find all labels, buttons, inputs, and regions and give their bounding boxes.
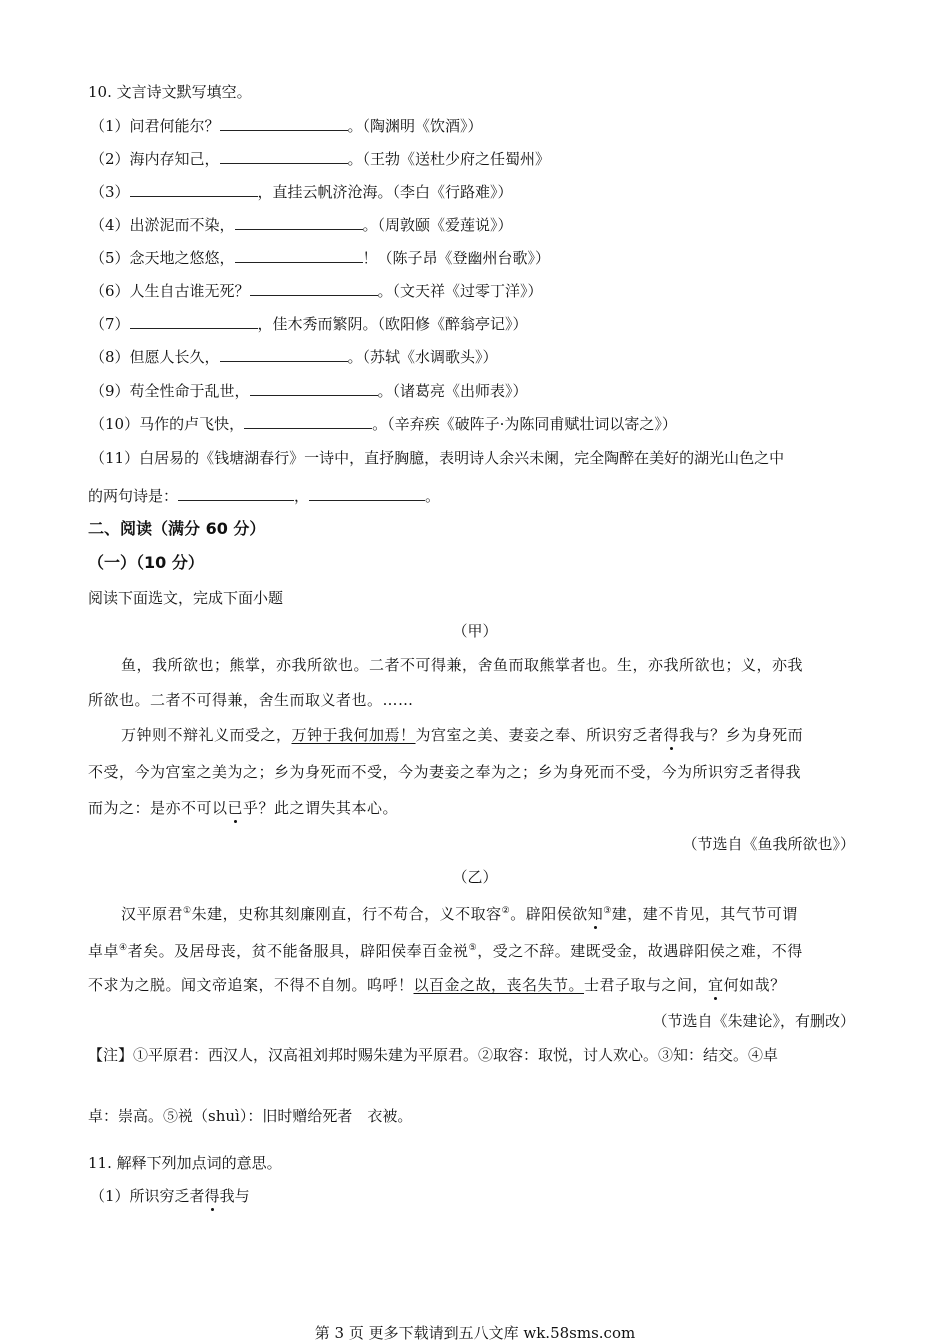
jia-p2-l3-b: 乎？此之谓失其本心。: [243, 799, 399, 817]
q10-item-1-post: 。（陶渊明《饮酒》）: [347, 117, 483, 135]
q10-item-10: [90, 414, 677, 434]
footnote-ref-4: ④: [119, 943, 128, 953]
q10-item-11-pre: 的两句诗是：: [88, 487, 179, 505]
jia-p1-line1: 鱼，我所欲也；熊掌，亦我所欲也。二者不可得兼，舍鱼而取熊掌者也。生，亦我所欲也；义，亦我: [121, 656, 804, 674]
section-heading: 二、阅读（满分 60 分）: [88, 519, 266, 538]
q10-item-8: [90, 347, 498, 367]
jia-p2-line2: 不受，今为宫室之美为之；乡为身死而不受，今为妻妾之奉为之；乡为身死而不受，今为所识穷乏者得我: [88, 763, 802, 781]
yi-l3-b: 士君子取与之间，: [584, 976, 709, 994]
answer-blank-1[interactable]: [220, 116, 348, 131]
q10-item-1: [90, 116, 483, 136]
answer-blank-10[interactable]: [244, 414, 372, 429]
jia-p2-text-a: 万钟则不辩礼义而受之，: [121, 726, 292, 744]
jia-source: （节选自《鱼我所欲也》）: [682, 835, 855, 853]
answer-blank-2[interactable]: [220, 149, 348, 164]
q10-item-3: [90, 182, 513, 202]
q10-item-11-line2: [88, 486, 440, 506]
q10-item-2-pre: （2）海内存知己，: [90, 150, 220, 168]
q10-item-10-pre: （10）马作的卢飞快，: [90, 415, 245, 433]
dotted-word-de-q11: 得: [204, 1187, 220, 1205]
q11-title: 11. 解释下列加点词的意思。: [88, 1154, 282, 1172]
q10-item-5-pre: （5）念天地之悠悠，: [90, 249, 235, 267]
answer-blank-6[interactable]: [250, 281, 378, 296]
q10-item-4-pre: （4）出淤泥而不染，: [90, 216, 235, 234]
page-footer: 第 3 页 更多下载请到五八文库 wk.58sms.com: [314, 1324, 636, 1342]
passage-jia-label: （甲）: [452, 622, 498, 640]
answer-blank-4[interactable]: [235, 215, 363, 230]
q10-item-3-post: ，直挂云帆济沧海。（李白《行路难》）: [257, 183, 513, 201]
q10-item-9: [90, 381, 528, 401]
jia-p2-line3: [88, 798, 398, 818]
q10-item-8-pre: （8）但愿人长久，: [90, 348, 220, 366]
q10-item-6-post: 。（文天祥《过零丁洋》）: [377, 282, 543, 300]
answer-blank-3[interactable]: [130, 182, 258, 197]
yi-l1-a: 汉平原君: [121, 905, 184, 923]
dotted-word-yi: 已: [227, 799, 244, 817]
jia-p1-line2: 所欲也。二者不可得兼，舍生而取义者也。……: [88, 691, 414, 709]
dotted-word-zhi: 知: [587, 905, 604, 923]
jia-p2-line1: [121, 725, 803, 745]
q10-item-7: [90, 314, 528, 334]
notes-line2: 卓：崇高。⑤祱（shuì）：旧时赠给死者 衣被。: [88, 1107, 413, 1125]
q10-item-4-post: 。（周敦颐《爱莲说》）: [362, 216, 513, 234]
notes-line1: 【注】①平原君：西汉人，汉高祖刘邦时赐朱建为平原君。②取容：取悦，讨人欢心。③知：结交。④卓: [88, 1046, 779, 1064]
yi-l1-b: 朱建，史称其刻廉刚直，行不苟合，义不取容: [191, 905, 502, 923]
q10-item-6-pre: （6）人生自古谁无死？: [90, 282, 250, 300]
dotted-word-de: 得: [663, 726, 680, 744]
q10-item-2: [90, 149, 550, 169]
answer-blank-11b[interactable]: [309, 486, 425, 501]
q10-item-1-pre: （1）问君何能尔？: [90, 117, 220, 135]
yi-l2-c: ，受之不辞。建既受金，故遇辟阳侯之难，不得: [477, 942, 803, 960]
q10-item-5-post: ！（陈子昂《登幽州台歌》）: [362, 249, 551, 267]
q10-item-11-line1: （11）白居易的《钱塘湖春行》一诗中，直抒胸臆，表明诗人余兴未阑，完全陶醉在美好的湖光山色之中: [90, 449, 785, 467]
q10-item-7-pre: （7）: [90, 315, 130, 333]
q10-item-8-post: 。（苏轼《水调歌头》）: [347, 348, 498, 366]
underlined-sentence-jia: 万钟于我何加焉！: [291, 726, 416, 744]
q11-item-1: [90, 1186, 250, 1206]
q10-item-7-post: ，佳木秀而繁阴。（欧阳修《醉翁亭记》）: [257, 315, 528, 333]
yi-source: （节选自《朱建论》，有删改）: [652, 1012, 855, 1030]
answer-blank-7[interactable]: [130, 314, 258, 329]
q10-item-6: [90, 281, 543, 301]
jia-p2-text-c: 我与？乡为身死而: [679, 726, 804, 744]
reading-instruction: 阅读下面选文，完成下面小题: [88, 589, 284, 607]
yi-l1-c: 。辟阳侯欲: [510, 905, 588, 923]
q11-item-1-post: 我与: [219, 1187, 250, 1205]
yi-line2: [88, 938, 803, 961]
dotted-word-yi2: 宜: [708, 976, 724, 994]
q10-item-11-post: 。: [425, 487, 441, 505]
q10-title: 10. 文言诗文默写填空。: [88, 83, 252, 101]
answer-blank-11a[interactable]: [178, 486, 294, 501]
passage-yi-label: （乙）: [452, 868, 498, 886]
yi-line1: [121, 901, 798, 924]
q10-item-10-post: 。（辛弃疾《破阵子·为陈同甫赋壮词以寄之》）: [372, 415, 677, 433]
yi-l3-a: 不求为之脱。闻文帝追案，不得不自刎。呜呼！: [88, 976, 414, 994]
underlined-sentence-yi: 以百金之故，丧名失节。: [413, 976, 585, 994]
q10-item-2-post: 。（王勃《送杜少府之任蜀州》: [347, 150, 551, 168]
yi-l2-a: 卓卓: [88, 942, 120, 960]
footnote-ref-5: ⑤: [468, 943, 478, 953]
jia-p2-l3-a: 而为之：是亦不可以: [88, 799, 228, 817]
yi-line3: [88, 975, 786, 995]
footnote-ref-3: ③: [603, 906, 612, 916]
q10-item-11-mid: ，: [294, 487, 310, 505]
q11-item-1-pre: （1）所识穷乏者: [90, 1187, 205, 1205]
q10-item-5: [90, 248, 550, 268]
jia-p2-text-b: 为宫室之美、妻妾之奉、所识穷乏者: [415, 726, 664, 744]
yi-l2-b: 者矣。及居母丧，贫不能备服具，辟阳侯奉百金祱: [127, 942, 469, 960]
q10-item-4: [90, 215, 513, 235]
yi-l1-d: 建，建不肯见，其气节可谓: [611, 905, 798, 923]
footnote-ref-2: ②: [501, 906, 511, 916]
answer-blank-9[interactable]: [250, 381, 378, 396]
q10-item-3-pre: （3）: [90, 183, 130, 201]
footnote-ref-1: ①: [183, 906, 192, 916]
q10-item-9-post: 。（诸葛亮《出师表》）: [377, 382, 528, 400]
q10-item-9-pre: （9）苟全性命于乱世，: [90, 382, 250, 400]
yi-l3-c: 何如哉？: [723, 976, 786, 994]
answer-blank-5[interactable]: [235, 248, 363, 263]
answer-blank-8[interactable]: [220, 347, 348, 362]
subsection-heading: （一）（10 分）: [88, 553, 204, 572]
